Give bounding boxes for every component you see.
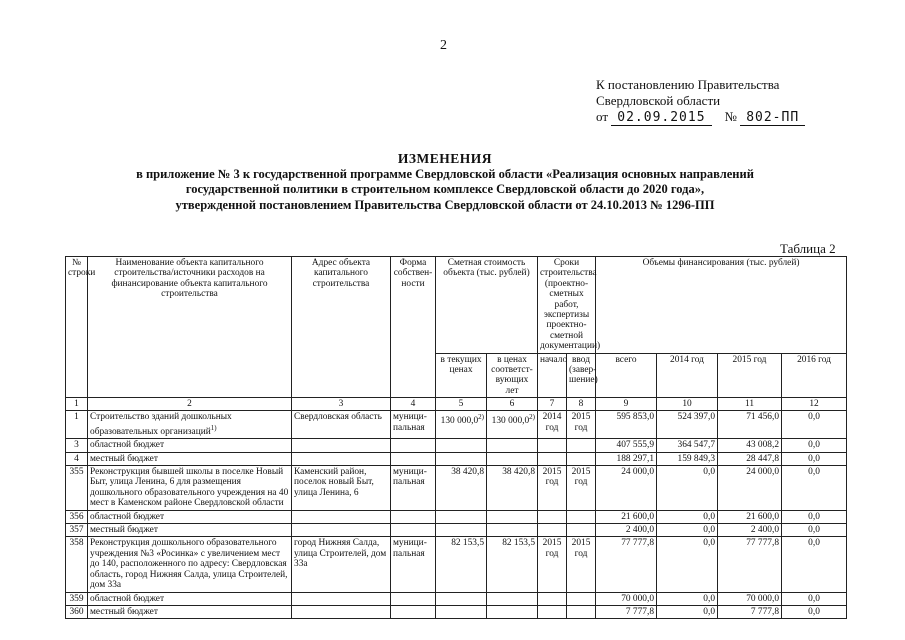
funding-2014 [657,439,718,452]
funding-2014-text: 0,0 [703,606,715,617]
funding-2014 [657,466,718,511]
end-year-text: 2015 год [571,538,591,559]
funding-2016 [782,524,847,537]
funding-2015-text: 21 600,0 [746,511,779,522]
object-address [292,510,391,523]
table-row [66,411,847,439]
table-row [66,605,847,618]
ownership-form [391,592,436,605]
start-year [538,411,567,439]
table-row [66,592,847,605]
funding-total-text: 2 400,0 [625,525,654,536]
row-number [66,411,88,439]
end-year [567,537,596,592]
row-number-text: 360 [69,606,84,617]
funding-2015-text: 2 400,0 [750,525,779,536]
cost-relevant [487,466,538,511]
column-number: 6 [487,398,538,411]
cost-current [436,510,487,523]
funding-2016-text: 0,0 [808,453,820,464]
funding-total-text: 77 777,8 [621,538,654,549]
approval-line-2: Свердловской области [596,93,721,108]
cost-relevant [487,510,538,523]
row-number [66,439,88,452]
header-construction-terms: Сроки строительства (проектно-сметных работ, экспертизы проектно-сметной документации) [538,257,596,354]
funding-total [596,466,657,511]
funding-2015 [718,439,782,452]
funding-total [596,452,657,465]
funding-2015-text: 28 447,8 [746,453,779,464]
column-number: 4 [391,398,436,411]
column-number: 8 [567,398,596,411]
table-row [66,524,847,537]
funding-2016-text: 0,0 [808,511,820,522]
cost-current [436,605,487,618]
funding-2015-text: 7 777,8 [750,606,779,617]
cost-relevant [487,605,538,618]
object-name [88,524,292,537]
funding-2016 [782,510,847,523]
funding-2015 [718,510,782,523]
funding-total-text: 7 777,8 [625,606,654,617]
ownership-form [391,439,436,452]
start-year [538,605,567,618]
end-year [567,439,596,452]
start-year-text: 2014 год [542,412,562,433]
funding-2014-text: 0,0 [703,538,715,549]
row-number-text: 4 [74,453,79,464]
header-total: всего [596,353,657,398]
object-name-text: Строительство зданий дошкольных образовательных организаций [90,412,232,437]
ownership-form [391,466,436,511]
funding-2014 [657,537,718,592]
row-number [66,592,88,605]
object-name-text: местный бюджет [90,606,158,617]
approval-block [596,77,805,126]
row-number-text: 359 [69,593,84,604]
object-name [88,452,292,465]
funding-2016 [782,605,847,618]
funding-2016 [782,592,847,605]
row-number-text: 357 [69,525,84,536]
object-address [292,524,391,537]
header-end: ввод (завер-шение) [567,353,596,398]
end-year [567,592,596,605]
object-name [88,466,292,511]
funding-total [596,537,657,592]
object-name-text: местный бюджет [90,525,158,536]
title-line-1: в приложение № 3 к государственной программе Свердловской области «Реализация основных направлений [136,166,754,181]
row-number [66,537,88,592]
end-year-text: 2015 год [571,412,591,433]
funding-2015 [718,452,782,465]
row-number-text: 355 [69,467,84,478]
funding-total-text: 24 000,0 [621,467,654,478]
row-number [66,524,88,537]
object-address [292,592,391,605]
object-name [88,605,292,618]
cost-current [436,524,487,537]
funding-2015-text: 24 000,0 [746,467,779,478]
cost-current-text: 130 000,0 [440,416,479,427]
funding-2014-text: 364 547,7 [677,440,715,451]
object-name-text: Реконструкция бывшей школы в поселке Новый Быт, улица Ленина, 6 для размещения дошкольного образовательного учреждения на 40 мест в Каменском районе Свердловской области [90,467,289,509]
start-year [538,524,567,537]
object-name-text: областной бюджет [90,511,165,522]
column-number: 11 [718,398,782,411]
column-number: 10 [657,398,718,411]
start-year [538,537,567,592]
cost-relevant-text: 38 420,8 [502,467,535,478]
cost-current [436,592,487,605]
date-value: 02.09.2015 [611,110,711,126]
column-number: 1 [66,398,88,411]
object-address [292,411,391,439]
object-name [88,592,292,605]
title-line-2: государственной политики в строительном комплексе Свердловской области до 2020 года», [185,182,705,196]
row-number [66,466,88,511]
funding-2016-text: 0,0 [808,538,820,549]
object-address-text: город Нижняя Салда, улица Строителей, дом 33а [294,538,387,570]
table-row [66,510,847,523]
funding-2015 [718,592,782,605]
object-name-text: местный бюджет [90,453,158,464]
header-start: начало [538,353,567,398]
funding-2014 [657,411,718,439]
funding-table [65,256,847,619]
row-number-text: 3 [74,440,79,451]
end-year [567,524,596,537]
column-number: 3 [292,398,391,411]
funding-2016-text: 0,0 [808,525,820,536]
funding-2014 [657,592,718,605]
funding-total [596,592,657,605]
object-address-text: Свердловская область [294,412,382,423]
object-name [88,537,292,592]
header-cost-current: в текущих ценах [436,353,487,398]
funding-2015-text: 70 000,0 [746,593,779,604]
cost-current [436,452,487,465]
funding-2014-text: 0,0 [703,467,715,478]
ownership-form [391,537,436,592]
funding-2016-text: 0,0 [808,412,820,423]
funding-2016-text: 0,0 [808,593,820,604]
funding-2014-text: 524 397,0 [677,412,715,423]
page-number: 2 [440,38,447,53]
funding-2016-text: 0,0 [808,440,820,451]
table-label: Таблица 2 [780,241,836,256]
object-name [88,439,292,452]
cost-relevant [487,592,538,605]
funding-2015 [718,537,782,592]
funding-total [596,605,657,618]
ownership-form [391,452,436,465]
funding-total-text: 70 000,0 [621,593,654,604]
funding-2015 [718,466,782,511]
funding-total-text: 21 600,0 [621,511,654,522]
funding-2014-text: 0,0 [703,525,715,536]
funding-total [596,524,657,537]
ownership-form-text: муници-пальная [393,467,427,488]
header-estimated-cost: Сметная стоимость объекта (тыс. рублей) [436,257,538,354]
cost-current [436,439,487,452]
title-heading: ИЗМЕНЕНИЯ [397,151,493,166]
object-address-text: Каменский район, поселок новый Быт, улица Ленина, 6 [294,467,374,498]
footnote-marker: 2) [478,413,484,422]
cost-current-text: 82 153,5 [451,538,484,549]
cost-relevant [487,439,538,452]
funding-2015 [718,524,782,537]
cost-relevant [487,411,538,439]
cost-current [436,537,487,592]
header-object-name: Наименование объекта капитального строительства/источники расходов на финансирование объекта капитального строительства [88,257,292,398]
table-row [66,466,847,511]
start-year [538,439,567,452]
cost-current-text: 38 420,8 [451,467,484,478]
cost-relevant [487,537,538,592]
funding-total-text: 407 555,9 [616,440,654,451]
end-year [567,452,596,465]
number-value: 802-ПП [740,110,805,126]
column-numbers-row [66,398,847,411]
ownership-form [391,510,436,523]
date-prefix: от [596,109,609,124]
cost-current [436,466,487,511]
title-line-3: утвержденной постановлением Правительства Свердловской области от 24.10.2013 № 1296-ПП [175,197,715,212]
end-year-text: 2015 год [571,467,591,488]
funding-2016 [782,452,847,465]
object-address [292,439,391,452]
cost-relevant [487,452,538,465]
funding-total [596,439,657,452]
end-year [567,605,596,618]
approval-line-1: К постановлению Правительства [596,77,780,92]
end-year [567,466,596,511]
column-number: 5 [436,398,487,411]
column-number: 12 [782,398,847,411]
row-number-text: 1 [74,412,79,423]
row-number-text: 356 [69,511,84,522]
start-year-text: 2015 год [542,467,562,488]
funding-total-text: 595 853,0 [616,412,654,423]
table-header-row-1 [66,257,847,354]
funding-total [596,411,657,439]
funding-2015-text: 71 456,0 [746,412,779,423]
funding-2015-text: 43 008,2 [746,440,779,451]
funding-2014 [657,452,718,465]
header-cost-relevant: в ценах соответст-вующих лет [487,353,538,398]
end-year [567,411,596,439]
funding-2015-text: 77 777,8 [746,538,779,549]
funding-2015 [718,411,782,439]
footnote-marker: 2) [529,413,535,422]
funding-2014-text: 0,0 [703,511,715,522]
start-year [538,452,567,465]
header-funding-volumes: Объемы финансирования (тыс. рублей) [596,257,847,354]
number-prefix: № [724,109,737,124]
column-number: 9 [596,398,657,411]
cost-relevant [487,524,538,537]
funding-2016 [782,466,847,511]
funding-2014 [657,524,718,537]
funding-2014 [657,510,718,523]
object-address [292,452,391,465]
funding-2014 [657,605,718,618]
column-number: 2 [88,398,292,411]
table-row [66,452,847,465]
object-name-text: Реконструкция дошкольного образовательного учреждения №3 «Росинка» с увеличением мест до 140, расположенного по адресу: Свердловская область, город Нижняя Салда, улица Строителей, дом 33а [90,538,288,591]
object-name-text: областной бюджет [90,593,165,604]
funding-2016-text: 0,0 [808,606,820,617]
start-year [538,510,567,523]
ownership-form [391,605,436,618]
ownership-form-text: муници-пальная [393,538,427,559]
header-2016: 2016 год [782,353,847,398]
column-number: 7 [538,398,567,411]
object-name-text: областной бюджет [90,440,165,451]
header-2014: 2014 год [657,353,718,398]
funding-2016-text: 0,0 [808,467,820,478]
row-number [66,510,88,523]
object-name [88,411,292,439]
funding-2015 [718,605,782,618]
header-row-number: № строки [66,257,88,398]
object-address [292,537,391,592]
header-2015: 2015 год [718,353,782,398]
funding-2014-text: 159 849,3 [677,453,715,464]
table-row [66,537,847,592]
footnote-marker: 1) [210,423,217,432]
object-address [292,466,391,511]
object-name [88,510,292,523]
ownership-form [391,524,436,537]
start-year [538,592,567,605]
object-address [292,605,391,618]
end-year [567,510,596,523]
row-number [66,605,88,618]
funding-2016 [782,411,847,439]
funding-2014-text: 0,0 [703,593,715,604]
header-ownership-form: Форма собствен-ности [391,257,436,398]
cost-current [436,411,487,439]
table-row [66,439,847,452]
start-year [538,466,567,511]
approval-date-line [596,109,805,126]
row-number-text: 358 [69,538,84,549]
cost-relevant-text: 82 153,5 [502,538,535,549]
funding-2016 [782,439,847,452]
funding-total [596,510,657,523]
cost-relevant-text: 130 000,0 [491,416,530,427]
funding-total-text: 188 297,1 [616,453,654,464]
ownership-form-text: муници-пальная [393,412,427,433]
header-address: Адрес объекта капитального строительства [292,257,391,398]
funding-2016 [782,537,847,592]
ownership-form [391,411,436,439]
document-title [70,151,820,213]
row-number [66,452,88,465]
start-year-text: 2015 год [542,538,562,559]
